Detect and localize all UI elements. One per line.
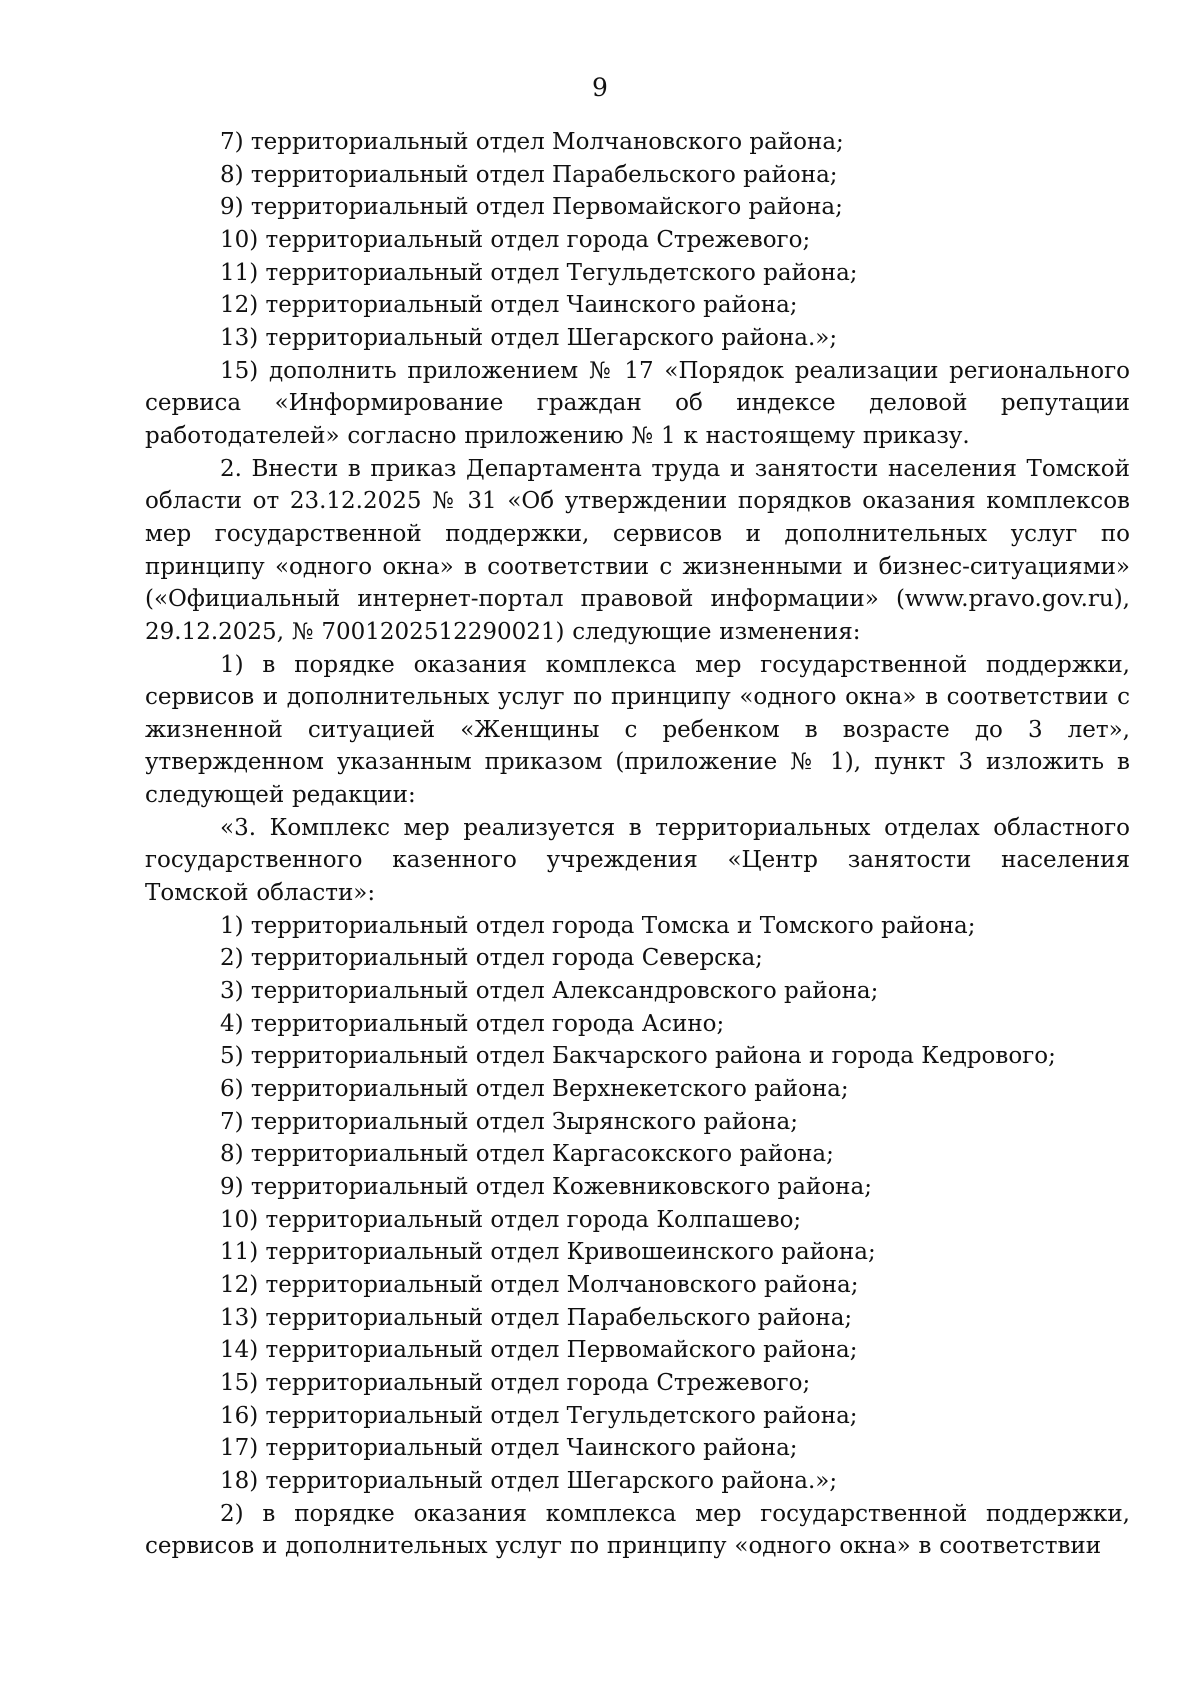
- list-item: 4) территориальный отдел города Асино;: [220, 1010, 725, 1037]
- list-item: 15) территориальный отдел города Стрежевого;: [220, 1369, 811, 1396]
- district-list: [145, 910, 1130, 1498]
- list-item: 9) территориальный отдел Первомайского района;: [220, 194, 843, 221]
- list-item: 7) территориальный отдел Зырянского района;: [220, 1108, 798, 1135]
- list-item: 12) территориальный отдел Чаинского района;: [220, 292, 798, 319]
- list-item: 16) территориальный отдел Тегульдетского района;: [220, 1402, 858, 1429]
- page-number: 9: [592, 73, 608, 102]
- list-item: 1) территориальный отдел города Томска и Томского района;: [220, 912, 976, 939]
- list-item: 10) территориальный отдел города Колпашево;: [220, 1206, 802, 1233]
- list-item: 9) территориальный отдел Кожевниковского района;: [220, 1174, 872, 1200]
- paragraph-2-subitem-2: 2) в порядке оказания комплекса мер государственной поддержки, сервисов и дополнительных услуг по принципу «одного окна» в соответствии: [145, 1500, 1130, 1560]
- list-item: 6) территориальный отдел Верхнекетского района;: [220, 1076, 849, 1103]
- list-item: 14) территориальный отдел Первомайского района;: [220, 1337, 858, 1364]
- list-item: 10) территориальный отдел города Стрежевого;: [220, 226, 811, 253]
- list-item: 18) территориальный отдел Шегарского района.»;: [220, 1467, 838, 1494]
- list-item: 11) территориальный отдел Тегульдетского района;: [220, 259, 858, 286]
- document-body: [145, 126, 1130, 1563]
- district-list-continued: [145, 126, 1130, 355]
- list-item: 7) территориальный отдел Молчановского района;: [220, 129, 844, 155]
- list-item: 13) территориальный отдел Парабельского района;: [220, 1304, 853, 1331]
- paragraph-2-amendment: 2. Внести в приказ Департамента труда и занятости населения Томской области от 23.12.2025 № 31 «Об утверждении порядков оказания комплексов мер государственной поддержки, сервисов и дополнительных услуг по принципу «одного окна» в соответствии с жизненными и бизнес-ситуациями» («Официальный интернет-портал правовой информации» (www.pravo.gov.ru), 29.12.2025, № 7001202512290021) следующие изменения:: [145, 455, 1130, 645]
- list-item: 13) территориальный отдел Шегарского района.»;: [220, 324, 838, 351]
- list-item: 17) территориальный отдел Чаинского района;: [220, 1435, 798, 1462]
- list-item: 11) территориальный отдел Кривошеинского района;: [220, 1239, 876, 1266]
- list-item: 12) территориальный отдел Молчановского района;: [220, 1271, 859, 1298]
- paragraph-3-new-wording: «3. Комплекс мер реализуется в территориальных отделах областного государственного казенного учреждения «Центр занятости населения Томской области»:: [145, 814, 1130, 907]
- paragraph-2-subitem-1: 1) в порядке оказания комплекса мер государственной поддержки, сервисов и дополнительных услуг по принципу «одного окна» в соответствии с жизненной ситуацией «Женщины с ребенком в возрасте до 3 лет», утвержденном указанным приказом (приложение № 1), пункт 3 изложить в следующей редакции:: [145, 651, 1130, 809]
- paragraph-15-supplement: 15) дополнить приложением № 17 «Порядок реализации регионального сервиса «Информирование граждан об индексе деловой репутации работодателей» согласно приложению № 1 к настоящему приказу.: [145, 357, 1130, 449]
- list-item: 5) территориальный отдел Бакчарского района и города Кедрового;: [220, 1043, 1056, 1070]
- list-item: 3) территориальный отдел Александровского района;: [220, 978, 879, 1005]
- list-item: 8) территориальный отдел Парабельского района;: [220, 161, 838, 188]
- list-item: 8) территориальный отдел Каргасокского района;: [220, 1141, 834, 1168]
- list-item: 2) территориальный отдел города Северска;: [220, 945, 763, 972]
